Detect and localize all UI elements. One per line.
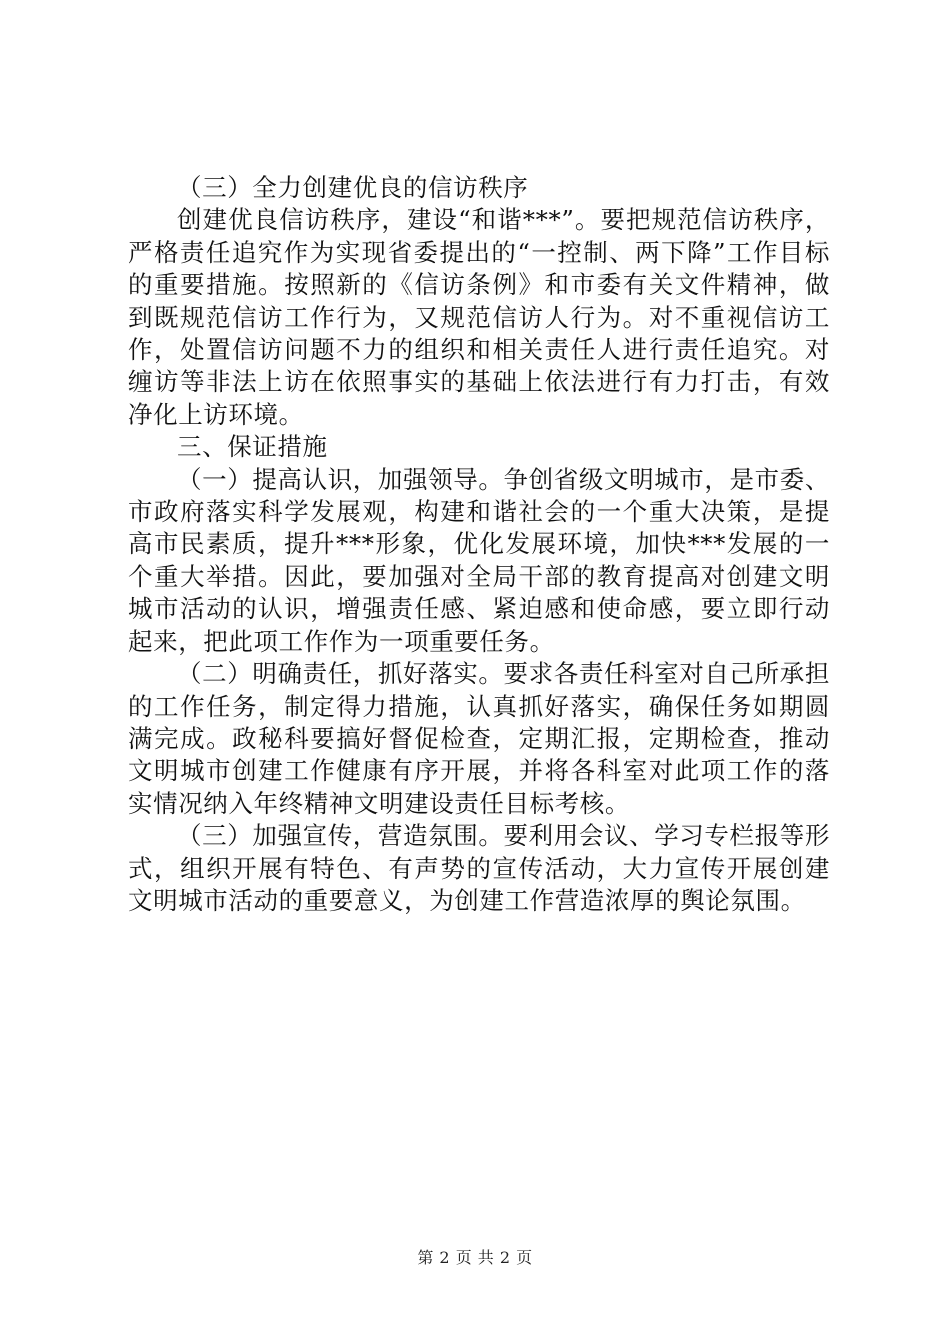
page-number-footer: 第 2 页 共 2 页	[417, 1248, 533, 1267]
section-heading: （三）全力创建优良的信访秩序	[177, 173, 529, 202]
body-paragraph: （三）加强宣传，营造氛围。要利用会议、学习专栏报等形式，组织开展有特色、有声势的宣传活动，大力宣传开展创建文明城市活动的重要意义，为创建工作营造浓厚的舆论氛围。	[128, 821, 830, 915]
body-paragraph: （一）提高认识，加强领导。争创省级文明城市，是市委、市政府落实科学发展观，构建和谐社会的一个重大决策，是提高市民素质，提升***形象，优化发展环境，加快***发展的一个重大举措。因此，要加强对全局干部的教育提高对创建文明城市活动的认识，增强责任感、紧迫感和使命感，要立即行动起来，把此项工作作为一项重要任务。	[128, 464, 830, 656]
document-body	[128, 172, 830, 917]
body-paragraph: 创建优良信访秩序，建设“和谐***”。要把规范信访秩序，严格责任追究作为实现省委提出的“一控制、两下降”工作目标的重要措施。按照新的《信访条例》和市委有关文件精神，做到既规范信访工作行为，又规范信访人行为。对不重视信访工作，处置信访问题不力的组织和相关责任人进行责任追究。对缠访等非法上访在依照事实的基础上依法进行有力打击，有效净化上访环境。	[128, 205, 830, 429]
body-paragraph: （二）明确责任，抓好落实。要求各责任科室对自己所承担的工作任务，制定得力措施，认真抓好落实，确保任务如期圆满完成。政秘科要搞好督促检查，定期汇报，定期检查，推动文明城市创建工作健康有序开展，并将各科室对此项工作的落实情况纳入年终精神文明建设责任目标考核。	[128, 659, 830, 818]
section-heading: 三、保证措施	[177, 432, 328, 462]
